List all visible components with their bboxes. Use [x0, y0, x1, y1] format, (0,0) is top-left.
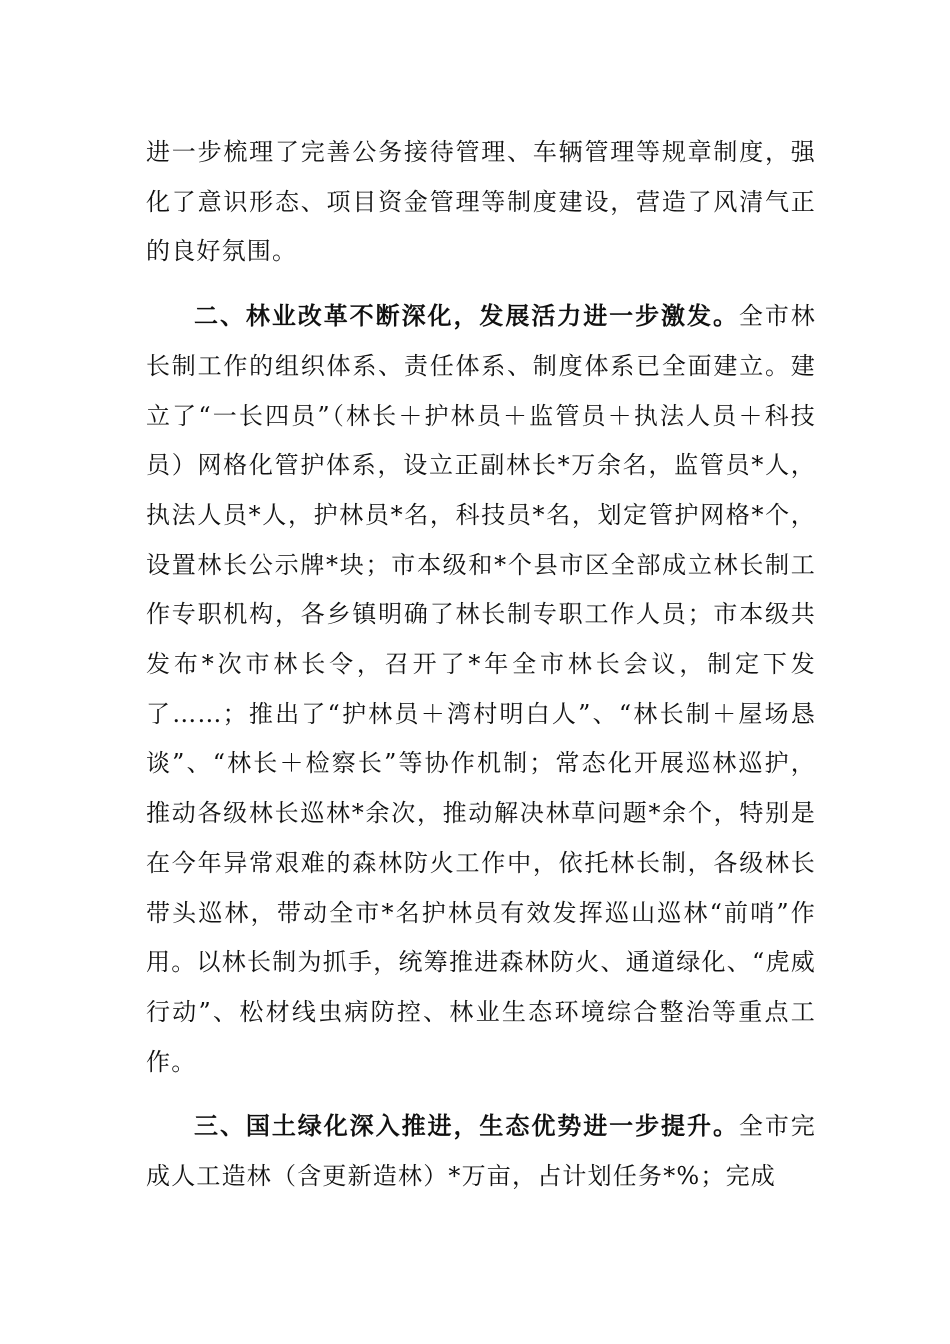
paragraph-greening [146, 1101, 816, 1201]
paragraph-forestry-reform [146, 291, 816, 1087]
paragraph-3-text: 全市完成人工造林（含更新造林）*万亩，占计划任务*%；完成 [146, 1112, 817, 1191]
paragraph-continuation [146, 128, 816, 277]
section-heading-2: 二、林业改革不断深化，发展活力进一步激发。 [194, 301, 739, 331]
section-heading-3: 三、国土绿化深入推进，生态优势进一步提升。 [194, 1111, 739, 1141]
paragraph-2-text: 全市林长制工作的组织体系、责任体系、制度体系已全面建立。建立了“一长四员”（林长＋护林员＋监管员＋执法人员＋科技员）网格化管护体系，设立正副林长*万余名，监管员*人，执法人员*人，护林员*名，科技员*名，划定管护网格*个，设置林长公示牌*块；市本级和*个县市区全部成立林长制工作专职机构，各乡镇明确了林长制专职工作人员；市本级共发布*次市林长令，召开了*年全市林长会议，制定下发了……；推出了“护林员＋湾村明白人”、“林长制＋屋场恳谈”、“林长＋检察长”等协作机制；常态化开展巡林巡护，推动各级林长巡林*余次，推动解决林草问题*余个，特别是在今年异常艰难的森林防火工作中，依托林长制，各级林长带头巡林，带动全市*名护林员有效发挥巡山巡林“前哨”作用。以林长制为抓手，统筹推进森林防火、通道绿化、“虎威行动”、松材线虫病防控、林业生态环境综合整治等重点工作。 [146, 302, 817, 1076]
paragraph-1-text: 进一步梳理了完善公务接待管理、车辆管理等规章制度，强化了意识形态、项目资金管理等制度建设，营造了风清气正的良好氛围。 [146, 138, 816, 266]
document-body [146, 128, 816, 1202]
